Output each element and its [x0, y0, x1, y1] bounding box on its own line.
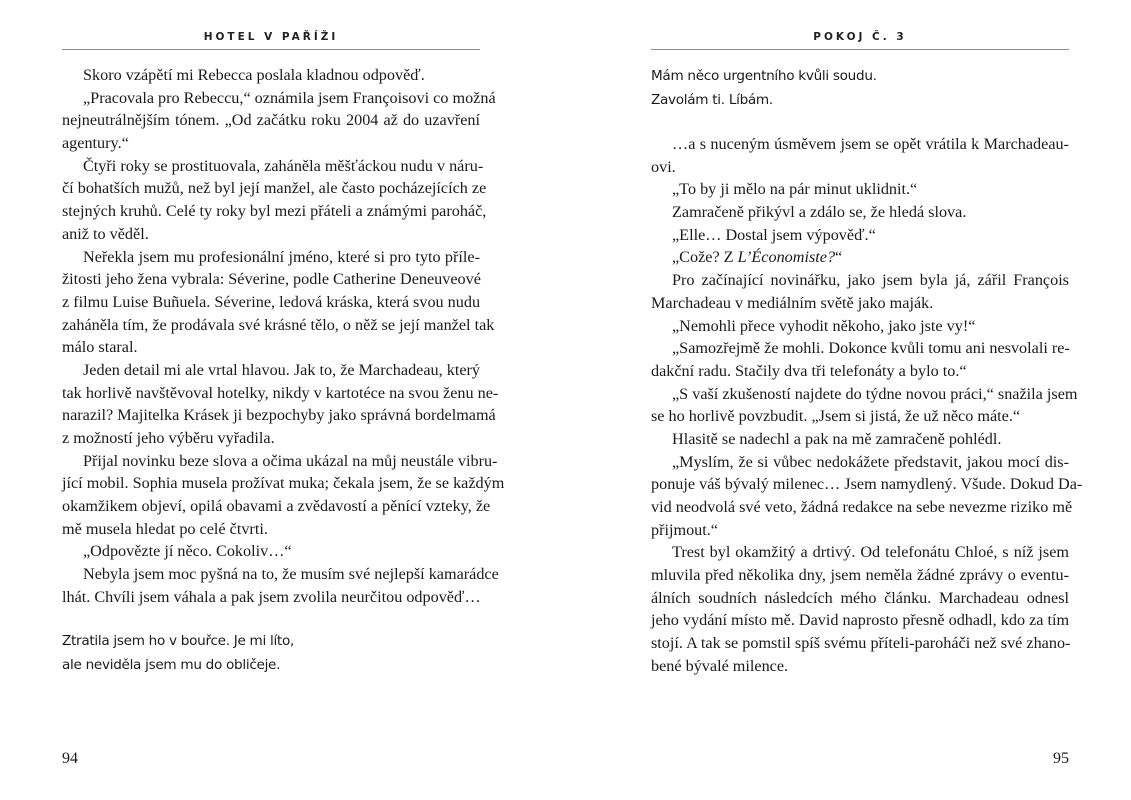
text-line: „Myslím, že si vůbec nedokážete představit, jakou mocí dis- [672, 452, 1069, 471]
text-line: jeho vydání místo mě. David naprosto přesně odhadl, kdo za tím [651, 611, 1070, 630]
text-message [62, 629, 480, 677]
text-line: vid neodvolá své veto, žádná redakce na sebe nevezme riziko mě [651, 498, 1073, 516]
text-line: nejneutrálnějším tónem. „Od začátku roku 2004 až do uzavření [62, 111, 480, 130]
text-line: aniž to věděl. [62, 224, 149, 243]
text-line: Čtyři roky se prostituovala, zaháněla měšťáckou nudu v náru- [83, 156, 484, 175]
text-line: lhát. Chvíli jsem váhala a pak jsem zvolila neurčitou odpověď… [62, 587, 481, 606]
text-line: čí bohatších mužů, než byl její manžel, ale často pocházejících ze [62, 179, 487, 198]
text-line: ponuje váš bývalý milenec… Jsem namydlený. Všude. Dokud Da- [651, 475, 1083, 494]
running-head: POKOJ Č. 3 [813, 31, 907, 43]
text-line: Jeden detail mi ale vrtal hlavou. Jak to, že Marchadeau, který [83, 360, 480, 379]
text-line: Zamračeně přikývl a zdálo se, že hledá slova. [672, 203, 967, 222]
text-line: málo staral. [62, 338, 138, 357]
message-line: ale neviděla jsem mu do obličeje. [62, 657, 281, 673]
text-line: žitosti jeho žena vybrala: Séverine, podle Catherine Deneuveové [62, 270, 481, 289]
text-line: stejných kruhů. Celé ty roky byl mezi přáteli a známými paroháč, [62, 202, 487, 221]
text-line: narazil? Majitelka Krásek ji bezpochyby jako správná bordelmamá [62, 406, 496, 425]
text-line: dakční radu. Stačily dva tři telefonáty a bylo to.“ [651, 361, 967, 380]
running-head: HOTEL V PAŘÍŽI [203, 31, 339, 43]
text-line: mluvila před několika dny, jsem neměla žádné zprávy o eventu- [651, 566, 1069, 585]
text-line: „Cože? Z L’Économiste?“ [672, 248, 843, 267]
left-page [62, 0, 505, 800]
text-line: „S vaší zkušeností najdete do týdne novou práci,“ snažila jsem [672, 384, 1078, 403]
text-line: jící mobil. Sophia musela prožívat muka; čekala jsem, že se každým [62, 474, 505, 493]
text-line: Marchadeau v mediálním světě jako maják. [651, 293, 934, 312]
text-line: stojí. A tak se pomstil spíš svému příteli-paroháči než své zhano- [651, 634, 1071, 653]
text-line: ovi. [651, 157, 676, 176]
header-rule [651, 49, 1069, 50]
text-line: agentury.“ [62, 134, 129, 153]
text-line: „Nemohli přece vyhodit někoho, jako jste vy!“ [672, 316, 976, 335]
text-line: Nebyla jsem moc pyšná na to, že musím své nejlepší kamarádce [83, 565, 499, 584]
text-line: Hlasitě se nadechl a pak na mě zamračeně pohlédl. [672, 429, 1002, 448]
text-line: Neřekla jsem mu profesionální jméno, které si pro tyto příle- [83, 247, 480, 266]
text-message [651, 64, 1069, 112]
text-line: „Odpovězte jí něco. Cokoliv…“ [83, 542, 292, 561]
text-line: z možností jeho výběru vyřadila. [62, 429, 275, 447]
text-line: Pro začínající novinářku, jako jsem byla já, zářil François [672, 271, 1069, 290]
text-line: tak horlivě navštěvoval hotelky, nikdy v kartotéce na svou ženu ne- [62, 383, 499, 402]
text-line: Skoro vzápětí mi Rebecca poslala kladnou odpověď. [83, 66, 425, 84]
text-line: mě musela hledat po celé čtvrti. [62, 519, 268, 538]
text-line: přijmout.“ [651, 520, 718, 539]
message-line: Zavolám ti. Líbám. [651, 92, 773, 108]
italic-title: L’Économiste? [737, 248, 836, 267]
text-line: Trest byl okamžitý a drtivý. Od telefonátu Chloé, s níž jsem [672, 543, 1069, 562]
text-line: z filmu Luise Buñuela. Séverine, ledová kráska, která svou nudu [62, 292, 481, 311]
text-line: …a s nuceným úsměvem jsem se opět vrátila k Marchadeau- [672, 135, 1069, 153]
right-page [651, 0, 1083, 800]
text-line: „To by ji mělo na pár minut uklidnit.“ [672, 180, 918, 199]
header-rule [62, 49, 480, 50]
text-line: álních soudních následcích mého článku. Marchadeau odnesl [651, 588, 1069, 607]
message-line: Ztratila jsem ho v bouřce. Je mi líto, [62, 633, 294, 649]
page-number: 94 [62, 750, 78, 767]
text-line: okamžikem objeví, opilá obavami a zvědavostí a pěnící vzteky, že [62, 497, 491, 516]
text-line: „Samozřejmě že mohli. Dokonce kvůli tomu ani nesvolali re- [672, 339, 1070, 358]
text-line: zaháněla tím, že prodávala své krásné tělo, o něž se její manžel tak [62, 315, 495, 334]
text-line: se ho horlivě povzbudit. „Jsem si jistá, že už něco máte.“ [651, 407, 1021, 426]
body-text [651, 133, 1083, 678]
text-line: „Elle… Dostal jsem výpověď.“ [672, 225, 876, 244]
page-number: 95 [1053, 750, 1069, 767]
body-text [62, 64, 505, 609]
message-line: Mám něco urgentního kvůli soudu. [651, 68, 877, 84]
text-line: Přijal novinku beze slova a očima ukázal na můj neustále vibru- [83, 451, 498, 470]
text-line: bené bývalé milence. [651, 656, 789, 675]
text-line: „Pracovala pro Rebeccu,“ oznámila jsem Françoisovi co možná [83, 88, 496, 107]
